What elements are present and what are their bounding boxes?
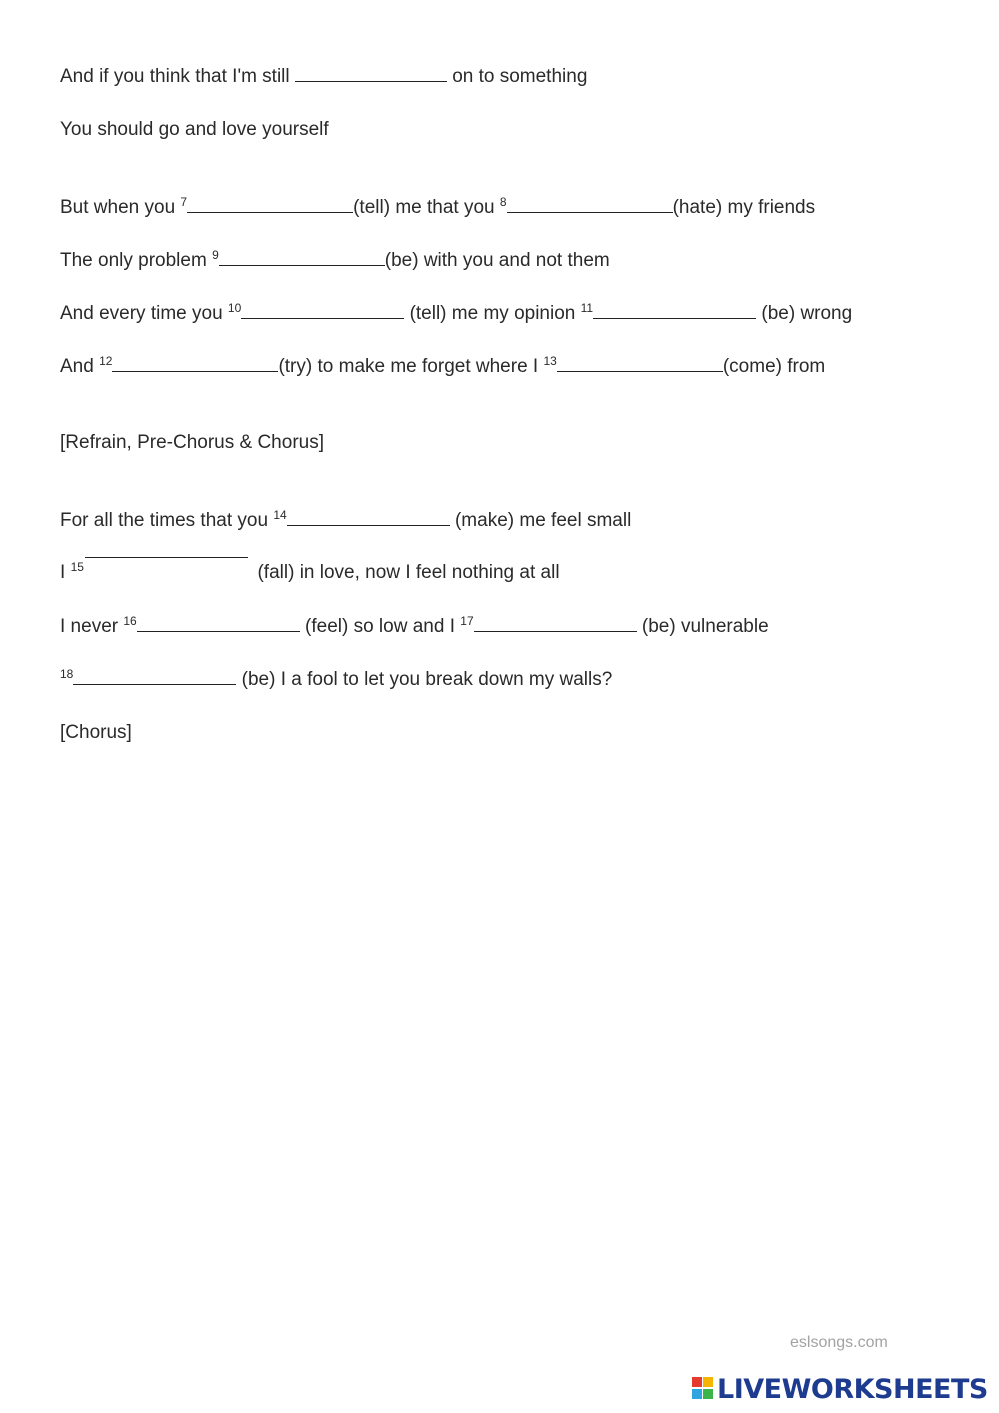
lyric-line-2 [60, 119, 329, 141]
answer-blank-13[interactable] [557, 355, 723, 372]
lyric-line-1 [60, 65, 587, 88]
section-label-refrain [60, 432, 324, 454]
question-number: 15 [70, 560, 84, 574]
liveworksheets-logo[interactable] [692, 1374, 988, 1404]
lyric-text: (be) I a fool to let you break down my walls? [241, 669, 613, 690]
logo-text: LIVEWORKSHEETS [717, 1373, 988, 1405]
lyric-text: (come) from [722, 356, 826, 377]
question-number: 18 [60, 667, 74, 681]
question-number: 8 [499, 195, 507, 209]
section-label-chorus [60, 722, 132, 744]
lyric-line-11 [60, 668, 612, 691]
lyric-text: I never [60, 616, 119, 637]
lyric-line-9 [60, 562, 560, 584]
question-number: 17 [460, 614, 474, 628]
answer-blank[interactable] [295, 65, 447, 82]
question-number: 7 [180, 195, 188, 209]
answer-blank-16[interactable] [137, 615, 300, 632]
answer-blank-12[interactable] [112, 355, 278, 372]
lyric-text: And every time you [60, 303, 223, 324]
liveworksheets-logo-icon [692, 1377, 714, 1401]
lyric-text: The only problem [60, 250, 207, 271]
question-number: 14 [273, 508, 287, 522]
answer-blank-7[interactable] [187, 196, 353, 213]
question-number: 11 [580, 301, 594, 315]
answer-blank-15[interactable] [85, 540, 248, 558]
lyric-text: (try) to make me forget where I [278, 356, 539, 377]
question-number: 10 [227, 301, 242, 315]
source-credit: eslsongs.com [790, 1334, 888, 1351]
lyric-text: (tell) me my opinion [409, 303, 576, 324]
question-number: 16 [123, 614, 137, 628]
lyric-text: on to something [452, 66, 588, 87]
answer-blank-17[interactable] [474, 615, 637, 632]
answer-blank-8[interactable] [507, 196, 673, 213]
lyric-text: (tell) me that you [353, 197, 495, 218]
lyric-text: (be) wrong [761, 303, 853, 324]
lyric-text: (be) vulnerable [641, 616, 769, 637]
question-number: 9 [212, 248, 219, 262]
question-number: 13 [543, 354, 557, 368]
answer-blank-14[interactable] [287, 509, 450, 526]
answer-blank-9[interactable] [219, 249, 385, 266]
lyric-text: (make) me feel small [454, 510, 632, 531]
lyric-text: (be) with you and not them [384, 250, 610, 271]
lyric-line-5 [60, 302, 852, 325]
lyric-line-3 [60, 196, 815, 219]
lyric-text: And [60, 356, 94, 377]
lyric-line-8 [60, 509, 631, 532]
lyric-text: [Refrain, Pre-Chorus & Chorus] [60, 432, 324, 453]
lyric-text: But when you [60, 197, 176, 218]
lyric-text: [Chorus] [60, 722, 132, 743]
lyric-text: (hate) my friends [672, 197, 816, 218]
answer-blank-18[interactable] [73, 668, 236, 685]
answer-blank-11[interactable] [593, 302, 756, 319]
lyric-text: And if you think that I'm still [60, 66, 290, 87]
lyric-text: I [60, 562, 66, 583]
lyric-line-10 [60, 615, 769, 638]
lyric-line-4 [60, 249, 610, 272]
lyric-text: (fall) in love, now I feel nothing at all [257, 562, 560, 583]
answer-blank-10[interactable] [241, 302, 404, 319]
lyric-text: You should go and love yourself [60, 119, 329, 140]
lyric-line-6 [60, 355, 825, 378]
lyric-text: (feel) so low and I [305, 616, 455, 637]
question-number: 12 [99, 354, 113, 368]
lyric-text: For all the times that you [60, 510, 269, 531]
